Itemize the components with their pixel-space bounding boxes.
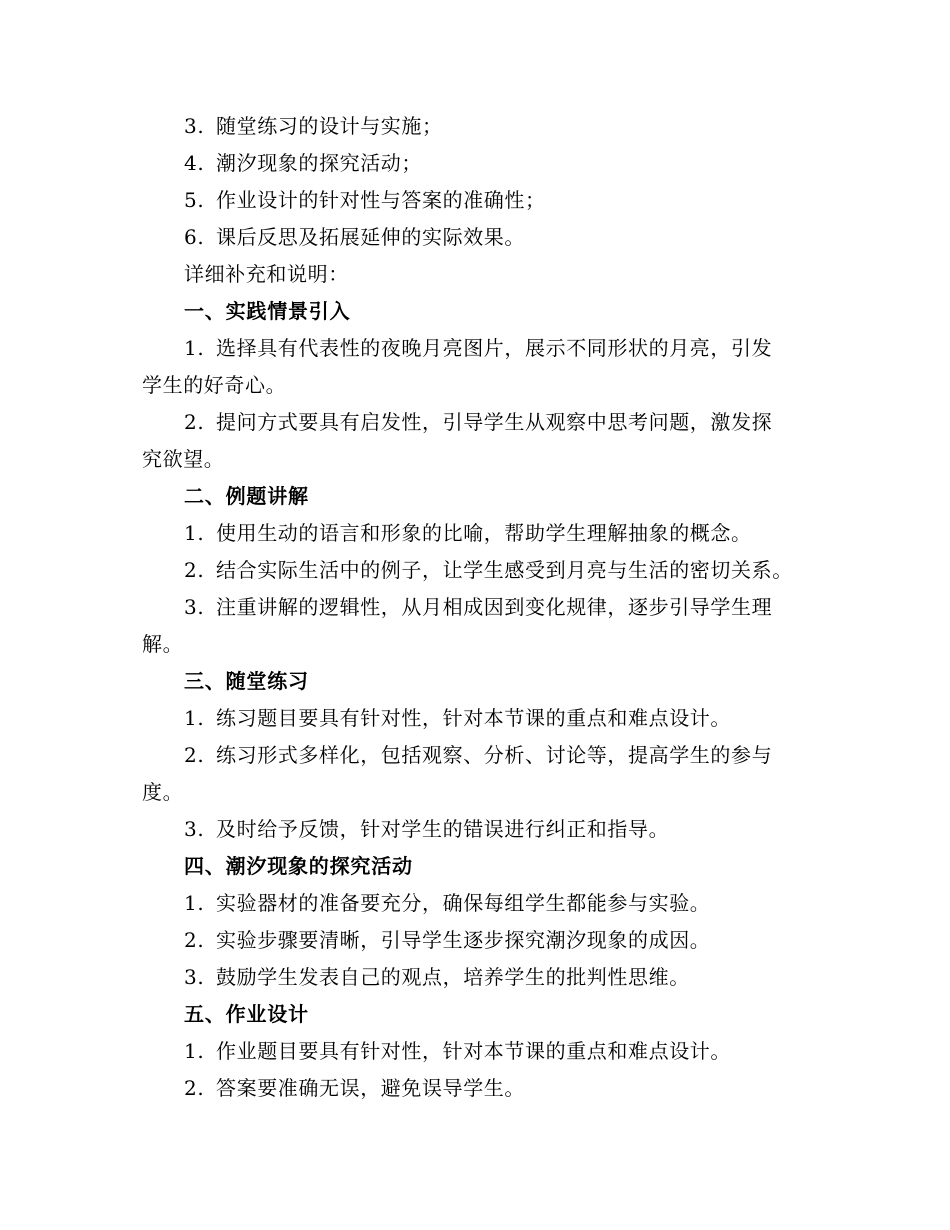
item-text: 提问方式要具有启发性，引导学生从观察中思考问题，激发探 [216, 410, 773, 434]
item-number: 2. [184, 928, 205, 952]
list-item [142, 700, 822, 737]
list-item [142, 515, 822, 552]
section-heading: 一、实践情景引入 [184, 299, 351, 323]
item-text: 实验步骤要清晰，引导学生逐步探究潮汐现象的成因。 [216, 928, 711, 952]
list-item [142, 552, 822, 589]
item-number: 2. [184, 743, 205, 767]
item-text: 答案要准确无误，避免误导学生。 [216, 1076, 525, 1100]
item-text: 鼓励学生发表自己的观点，培养学生的批判性思维。 [216, 965, 690, 989]
list-item [142, 959, 822, 996]
item-text: 及时给予反馈，针对学生的错误进行纠正和指导。 [216, 817, 670, 841]
list-item [142, 108, 822, 145]
item-text: 随堂练习的设计与实施； [216, 114, 443, 138]
section-heading: 五、作业设计 [184, 1002, 309, 1026]
list-item [142, 885, 822, 922]
list-item [142, 219, 822, 256]
document-body [142, 108, 822, 1107]
item-number: 3. [184, 114, 205, 138]
item-text: 课后反思及拓展延伸的实际效果。 [216, 225, 525, 249]
item-number: 1. [184, 706, 205, 730]
item-continuation: 解。 [142, 632, 184, 656]
item-text: 实验器材的准备要充分，确保每组学生都能参与实验。 [216, 891, 711, 915]
item-text: 使用生动的语言和形象的比喻，帮助学生理解抽象的概念。 [216, 521, 752, 545]
item-number: 6. [184, 225, 205, 249]
item-continuation: 度。 [142, 780, 184, 804]
item-text: 选择具有代表性的夜晚月亮图片，展示不同形状的月亮，引发 [216, 336, 773, 360]
item-number: 4. [184, 151, 205, 175]
list-item [142, 330, 822, 367]
item-text: 作业设计的针对性与答案的准确性； [216, 188, 546, 212]
list-item [142, 145, 822, 182]
item-number: 3. [184, 817, 205, 841]
section-heading: 二、例题讲解 [184, 484, 309, 508]
item-number: 1. [184, 336, 205, 360]
item-number: 2. [184, 410, 205, 434]
item-continuation: 究欲望。 [142, 447, 225, 471]
item-continuation: 学生的好奇心。 [142, 373, 287, 397]
item-number: 2. [184, 558, 205, 582]
item-number: 1. [184, 521, 205, 545]
list-item [142, 182, 822, 219]
list-item [142, 1033, 822, 1070]
item-text: 练习形式多样化，包括观察、分析、讨论等，提高学生的参与 [216, 743, 773, 767]
item-number: 5. [184, 188, 205, 212]
intro-text: 详细补充和说明： [184, 262, 349, 286]
list-item [142, 811, 822, 848]
item-number: 3. [184, 965, 205, 989]
item-number: 3. [184, 595, 205, 619]
section-heading: 三、随堂练习 [184, 669, 309, 693]
list-item [142, 589, 822, 626]
list-item [142, 922, 822, 959]
item-text: 作业题目要具有针对性，针对本节课的重点和难点设计。 [216, 1039, 731, 1063]
list-item [142, 737, 822, 774]
item-number: 1. [184, 891, 205, 915]
item-number: 1. [184, 1039, 205, 1063]
item-text: 潮汐现象的探究活动； [216, 151, 422, 175]
item-number: 2. [184, 1076, 205, 1100]
list-item [142, 404, 822, 441]
section-heading: 四、潮汐现象的探究活动 [184, 854, 413, 878]
list-item [142, 1070, 822, 1107]
item-text: 练习题目要具有针对性，针对本节课的重点和难点设计。 [216, 706, 731, 730]
item-text: 结合实际生活中的例子，让学生感受到月亮与生活的密切关系。 [216, 558, 793, 582]
item-text: 注重讲解的逻辑性，从月相成因到变化规律，逐步引导学生理 [216, 595, 773, 619]
